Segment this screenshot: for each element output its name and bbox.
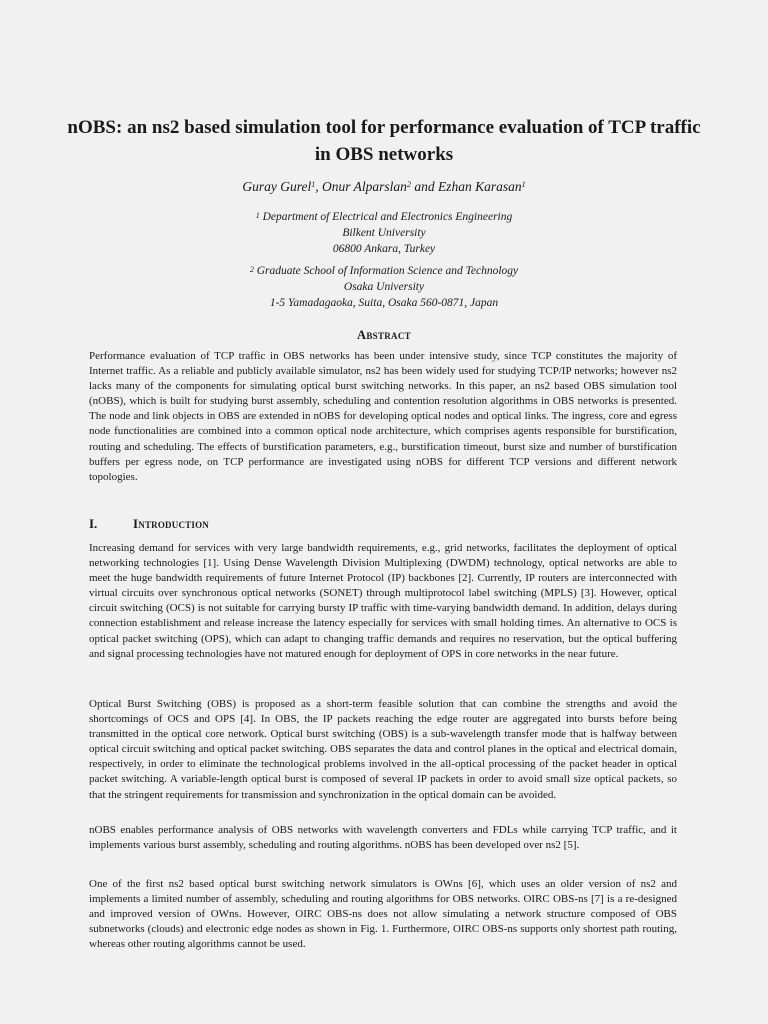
- section-heading: [89, 515, 677, 532]
- section-number: I.: [89, 516, 98, 531]
- author-name: and Ezhan Karasan: [414, 179, 522, 194]
- affiliation-line: 06800 Ankara, Turkey: [332, 242, 436, 255]
- affiliation-line: Bilkent University: [342, 226, 426, 239]
- author-name: Onur Alparslan: [322, 179, 407, 194]
- author-affiliation-mark: 1: [311, 180, 316, 189]
- affiliation-mark: 2: [249, 265, 254, 274]
- affiliation-mark: 1: [255, 211, 260, 220]
- affiliation-line: [60, 264, 708, 280]
- author-name: Guray Gurel: [242, 179, 312, 194]
- body-paragraph: Increasing demand for services with very large bandwidth requirements, e.g., grid networks, facilitates the deployment of optical networking technologies [1]. Using Dense Wavelength Division Multiplexing (DWDM) technology, optical networks are able to meet the huge bandwidth requirements of future Internet Protocol (IP) backbones [2]. Currently, IP routers are interconnected with virtual circuits over synchronous optical networks (SONET) through multiprotocol label switching (MPLS) [3]. However, optical circuit switching (OCS) is not suitable for carrying bursty IP traffic with time-varying bandwidth demand. In addition, delays during connection establishment and release increase the latency especially for services with small holding times. An alternative to OCS is optical packet switching (OPS), which can adapt to changing traffic demands and requires no reservation, but the optical buffering and signal processing technologies have not matured enough for deployment of OPS in core networks in the near future.: [89, 542, 677, 660]
- body-paragraph: nOBS enables performance analysis of OBS networks with wavelength converters and FDLs while carrying TCP traffic, and it implements various burst assembly, scheduling and routing algorithms. nOBS has been developed over ns2 [5].: [89, 824, 677, 852]
- affiliation-1: [60, 210, 708, 257]
- body-paragraph: Optical Burst Switching (OBS) is proposed as a short-term feasible solution that can combine the strengths and avoid the shortcomings of OCS and OPS [4]. In OBS, the IP packets reaching the edge router are aggregated into bursts before being transmitted in the optical core network. Optical burst switching (OBS) is a sub-wavelength transfer mode that is halfway between optical circuit switching and optical packet switching. OBS separates the data and control planes in the optical and electrical domain, respectively, in order to eliminate the technological problems involved in the all-optical processing of the packet header in optical packet switching. A variable-length optical burst is composed of several IP packets in order to avoid small size optical packets, so that the stringent requirements for transmission and synchronization in the optical domain can be avoided.: [89, 698, 677, 801]
- paper-title: nOBS: an ns2 based simulation tool for performance evaluation of TCP traffic in OBS networks: [67, 117, 701, 165]
- abstract-heading: Abstract: [357, 328, 411, 342]
- author-affiliation-mark: 2: [406, 180, 411, 189]
- affiliation-text: Department of Electrical and Electronics Engineering: [262, 211, 513, 223]
- affiliation-text: Graduate School of Information Science and Technology: [256, 265, 519, 277]
- body-paragraph: One of the first ns2 based optical burst switching network simulators is OWns [6], which uses an older version of ns2 and implements a limited number of assembly, scheduling and routing algorithms for OBS networks. OIRC OBS-ns [7] is a re-designed and improved version of OWns. However, OIRC OBS-ns does not allow simulating a network structure composed of OBS subnetworks (clouds) and electronic edge nodes as shown in Fig. 1. Furthermore, OIRC OBS-ns supports only shortest path routing, whereas other routing algorithms cannot be used.: [89, 878, 677, 951]
- abstract-text: Performance evaluation of TCP traffic in OBS networks has been under intensive study, since TCP constitutes the majority of Internet traffic. As a reliable and publicly available simulator, ns2 has been widely used for studying TCP/IP networks; however ns2 lacks many of the components for simulating optical burst switching networks. In this paper, an ns2 based OBS simulation tool (nOBS), which is built for studying burst assembly, scheduling and contention resolution algorithms in OBS networks is presented. The node and link objects in OBS are extended in nOBS for developing optical nodes and optical links. The ingress, core and egress node functionalities are combined into a common optical node architecture, which comprises agents responsible for burstification, routing and scheduling. The effects of burstification parameters, e.g., burstification timeout, burst size and number of burstification buffers per egress node, on TCP performance are investigated using nOBS for different TCP versions and different network topologies.: [89, 350, 677, 483]
- affiliation-line: 1-5 Yamadagaoka, Suita, Osaka 560-0871, Japan: [269, 296, 499, 309]
- author-affiliation-mark: 1: [521, 180, 526, 189]
- affiliation-2: [60, 264, 708, 311]
- affiliation-line: Osaka University: [343, 280, 425, 293]
- author-list: [60, 178, 708, 196]
- affiliation-line: [60, 210, 708, 226]
- section-title: Introduction: [133, 516, 209, 531]
- author-separator: ,: [315, 179, 323, 194]
